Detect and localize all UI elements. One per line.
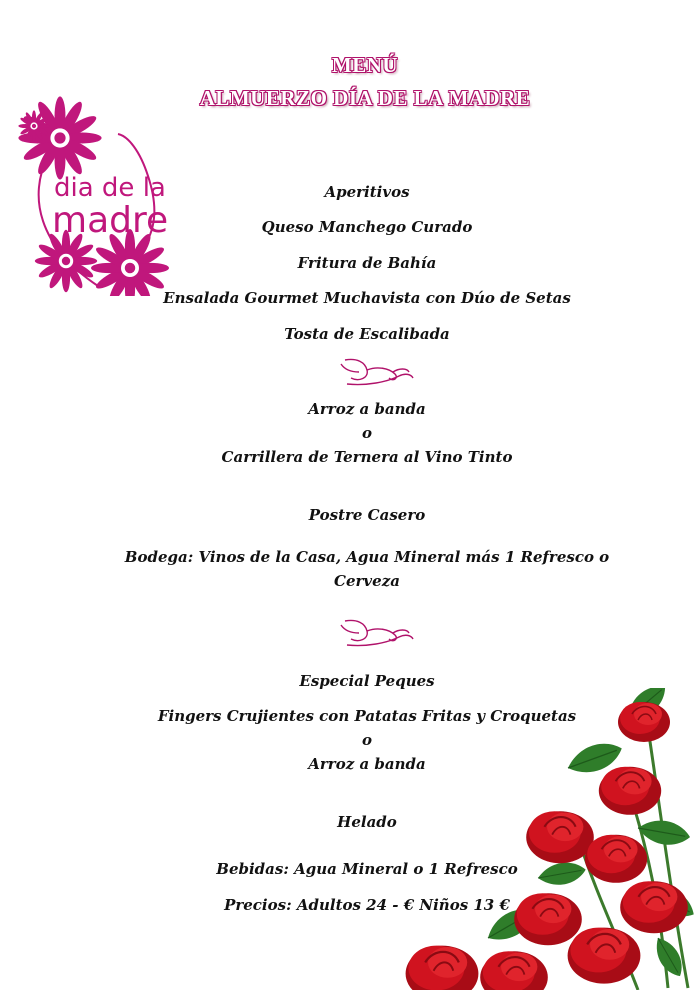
- aperitivos-heading: Aperitivos: [324, 183, 410, 201]
- dessert: Postre Casero: [308, 506, 426, 524]
- kids-heading: Especial Peques: [299, 672, 435, 690]
- main-option-2: Carrillera de Ternera al Vino Tinto: [221, 448, 513, 466]
- aperitivo-item: Ensalada Gourmet Muchavista con Dúo de Setas: [163, 289, 571, 307]
- main-or: o: [361, 424, 372, 442]
- ornament-divider-icon: [337, 617, 417, 651]
- kids-drinks: Bebidas: Agua Mineral o 1 Refresco: [216, 860, 518, 878]
- kids-option-2: Arroz a banda: [308, 755, 426, 773]
- bodega-line-1: Bodega: Vinos de la Casa, Agua Mineral más 1 Refresco o: [124, 548, 610, 566]
- kids-dessert: Helado: [337, 813, 397, 831]
- aperitivo-item: Tosta de Escalibada: [284, 325, 450, 343]
- menu-subtitle: ALMUERZO DÍA DE LA MADRE: [199, 86, 531, 110]
- ornament-divider-icon: [337, 356, 417, 390]
- menu-title: MENÚ: [331, 53, 399, 77]
- prices: Precios: Adultos 24 - € Niños 13 €: [224, 896, 510, 914]
- logo-line1: dia de la: [54, 173, 166, 203]
- kids-option-1: Fingers Crujientes con Patatas Fritas y Croquetas: [157, 707, 577, 725]
- roses-decoration: [398, 688, 700, 990]
- bodega-line-2: Cerveza: [334, 572, 400, 590]
- aperitivo-item: Queso Manchego Curado: [261, 218, 473, 236]
- logo-line2: madre: [52, 200, 169, 241]
- main-option-1: Arroz a banda: [308, 400, 426, 418]
- kids-or: o: [361, 731, 372, 749]
- aperitivo-item: Fritura de Bahía: [297, 254, 437, 272]
